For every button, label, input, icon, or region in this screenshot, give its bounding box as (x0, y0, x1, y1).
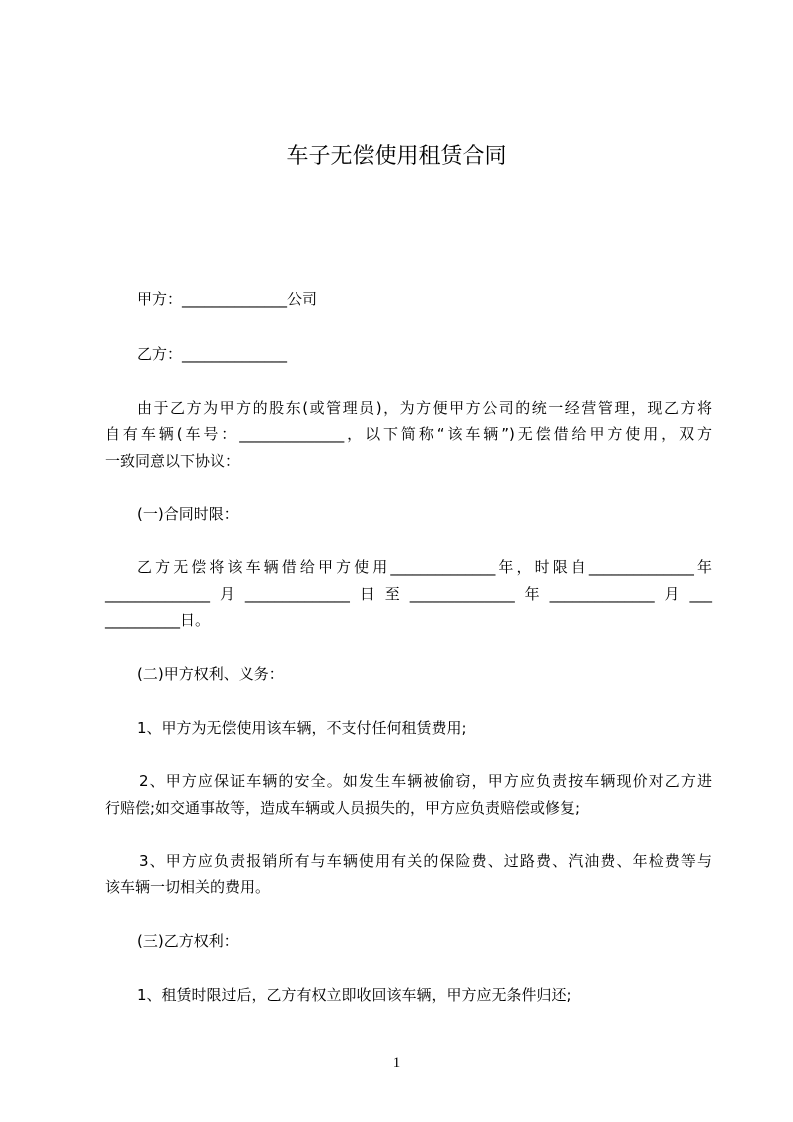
clause-line: 行赔偿;如交通事故等，造成车辆或人员损失的，甲方应负责赔偿或修复; (105, 799, 581, 817)
clause-line: 该车辆一切相关的费用。 (105, 878, 271, 896)
section-heading: (一)合同时限： (137, 505, 239, 523)
intro-line: 自有车辆(车号：______________，以下简称“该车辆”)无偿借给甲方使用，双方 (105, 425, 712, 443)
term-line: 乙方无偿将该车辆借给甲方使用______________年，时限自______________年 (137, 558, 712, 576)
term-line: __________日。 (105, 611, 211, 629)
section-heading: (二)甲方权利、义务： (137, 665, 284, 683)
intro-line: 一致同意以下协议： (105, 452, 241, 470)
party-b-line: 乙方：______________ (137, 345, 288, 363)
party-a-line: 甲方：______________公司 (137, 290, 318, 308)
document-title: 车子无偿使用租赁合同 (286, 144, 507, 169)
section-heading: (三)乙方权利： (137, 932, 239, 950)
clause-line: 1、租赁时限过后，乙方有权立即收回该车辆，甲方应无条件归还; (137, 986, 572, 1004)
intro-line: 由于乙方为甲方的股东(或管理员)，为方便甲方公司的统一经营管理，现乙方将 (137, 399, 712, 417)
clause-line: 2、甲方应保证车辆的安全。如发生车辆被偷窃，甲方应负责按车辆现价对乙方进 (139, 772, 712, 790)
clause-line: 1、甲方为无偿使用该车辆，不支付任何租赁费用; (137, 719, 467, 737)
page-number: 1 (392, 1055, 401, 1071)
term-line: ______________月______________日至______________年______________月___ (105, 585, 712, 603)
clause-line: 3、甲方应负责报销所有与车辆使用有关的保险费、过路费、汽油费、年检费等与 (139, 852, 712, 870)
